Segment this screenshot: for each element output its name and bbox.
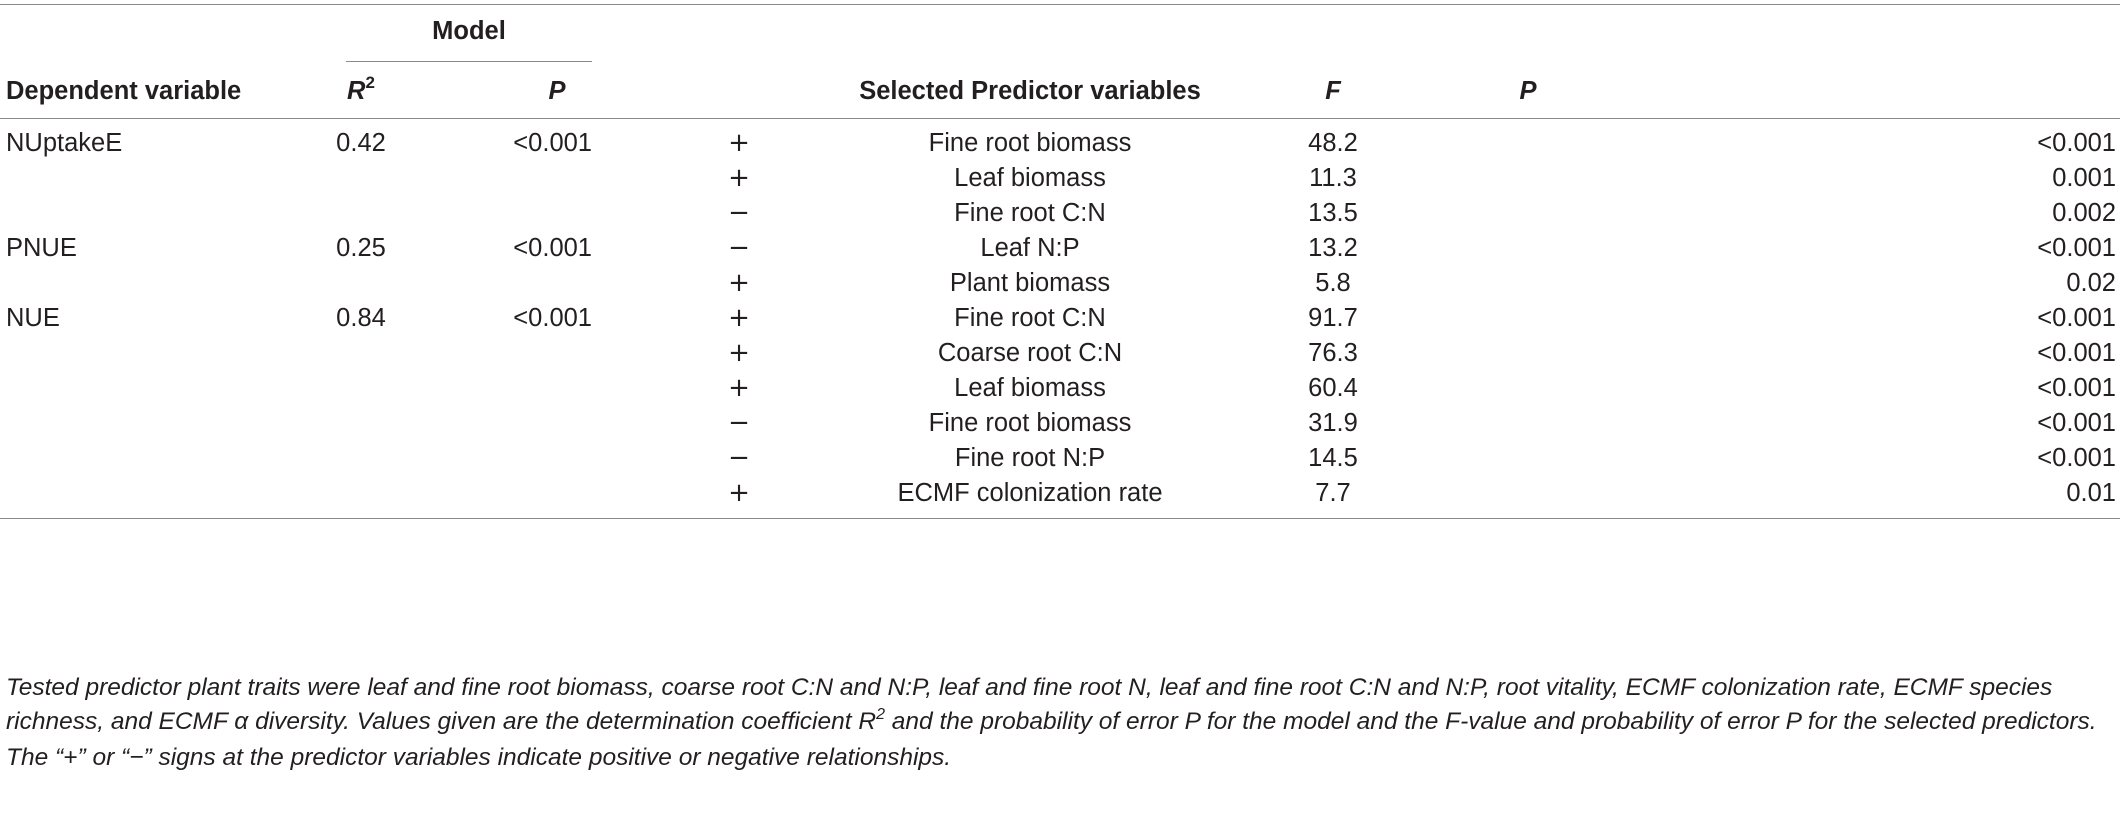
cell-p: <0.001 xyxy=(513,304,592,332)
cell-sign: − xyxy=(728,198,750,228)
cell-p: <0.001 xyxy=(513,234,592,262)
cell-f: 31.9 xyxy=(1308,409,1358,437)
cell-f: 91.7 xyxy=(1308,304,1358,332)
footnote-sup: 2 xyxy=(876,705,885,723)
cell-pp: <0.001 xyxy=(2037,444,2116,472)
header-bottom-rule xyxy=(0,118,2120,119)
cell-f: 48.2 xyxy=(1308,129,1358,157)
cell-predictor: Fine root C:N xyxy=(954,199,1106,227)
cell-f: 7.7 xyxy=(1315,479,1351,507)
cell-sign: + xyxy=(728,163,750,193)
pred-p-header: P xyxy=(1519,77,1537,105)
cell-predictor: Fine root biomass xyxy=(928,129,1132,157)
cell-predictor: Coarse root C:N xyxy=(937,339,1123,367)
cell-f: 11.3 xyxy=(1309,164,1357,192)
cell-sign: + xyxy=(728,303,750,333)
cell-predictor: Leaf N:P xyxy=(980,234,1080,262)
cell-pp: 0.01 xyxy=(2066,479,2116,507)
top-rule xyxy=(0,4,2120,5)
table-bottom-rule xyxy=(0,518,2120,519)
cell-sign: − xyxy=(728,408,750,438)
cell-pp: 0.02 xyxy=(2066,269,2116,297)
cell-f: 14.5 xyxy=(1308,444,1358,472)
cell-pp: <0.001 xyxy=(2037,129,2116,157)
f-header: F xyxy=(1325,77,1341,105)
cell-sign: + xyxy=(728,478,750,508)
cell-predictor: Fine root biomass xyxy=(928,409,1132,437)
cell-sign: + xyxy=(728,373,750,403)
model-p-header: P xyxy=(548,77,566,105)
cell-pp: <0.001 xyxy=(2037,374,2116,402)
model-group-header: Model xyxy=(432,17,506,45)
cell-f: 13.2 xyxy=(1308,234,1358,262)
cell-r2: 0.25 xyxy=(336,234,386,262)
cell-f: 5.8 xyxy=(1315,269,1351,297)
cell-predictor: Leaf biomass xyxy=(954,374,1106,402)
cell-pp: <0.001 xyxy=(2037,339,2116,367)
footnote-part1: Tested predictor plant traits were leaf and fine root biomass, coarse root C:N and N:P, leaf and fine root N, leaf and fine root C:N and N:P, root vitality, ECMF colonization rate, ECMF species richness, and ECMF α diversity. Values given are the determination coefficient R xyxy=(6,674,2053,735)
cell-predictor: Leaf biomass xyxy=(954,164,1106,192)
cell-p: <0.001 xyxy=(513,129,592,157)
cell-r2: 0.84 xyxy=(336,304,386,332)
cell-f: 60.4 xyxy=(1308,374,1358,402)
cell-sign: − xyxy=(728,233,750,263)
predictors-header: Selected Predictor variables xyxy=(859,77,1201,105)
table-footnote xyxy=(6,671,2116,775)
cell-sign: + xyxy=(728,128,750,158)
cell-sign: + xyxy=(728,338,750,368)
cell-predictor: Fine root N:P xyxy=(954,444,1106,472)
cell-pp: <0.001 xyxy=(2037,304,2116,332)
cell-predictor: Plant biomass xyxy=(949,269,1111,297)
r2-header-base: R xyxy=(347,77,366,105)
model-group-rule xyxy=(346,61,592,62)
cell-f: 76.3 xyxy=(1308,339,1358,367)
cell-pp: 0.001 xyxy=(2052,164,2116,192)
cell-f: 13.5 xyxy=(1308,199,1358,227)
cell-predictor: ECMF colonization rate xyxy=(897,479,1163,507)
cell-sign: − xyxy=(728,443,750,473)
cell-pp: 0.002 xyxy=(2052,199,2116,227)
cell-r2: 0.42 xyxy=(336,129,386,157)
cell-dependent: PNUE xyxy=(6,234,77,262)
dependent-variable-header: Dependent variable xyxy=(6,77,242,105)
cell-pp: <0.001 xyxy=(2037,234,2116,262)
cell-sign: + xyxy=(728,268,750,298)
cell-dependent: NUptakeE xyxy=(6,129,123,157)
cell-predictor: Fine root C:N xyxy=(954,304,1106,332)
r2-header xyxy=(347,73,375,109)
cell-pp: <0.001 xyxy=(2037,409,2116,437)
cell-dependent: NUE xyxy=(6,304,60,332)
footnote-part2: and the probability of error P for the model and the F-value and probability of error P for the selected predictors. The “+” or “−” signs at the predictor variables indicate positive or negative relationships. xyxy=(6,707,2097,771)
r2-header-exp: 2 xyxy=(365,73,375,92)
